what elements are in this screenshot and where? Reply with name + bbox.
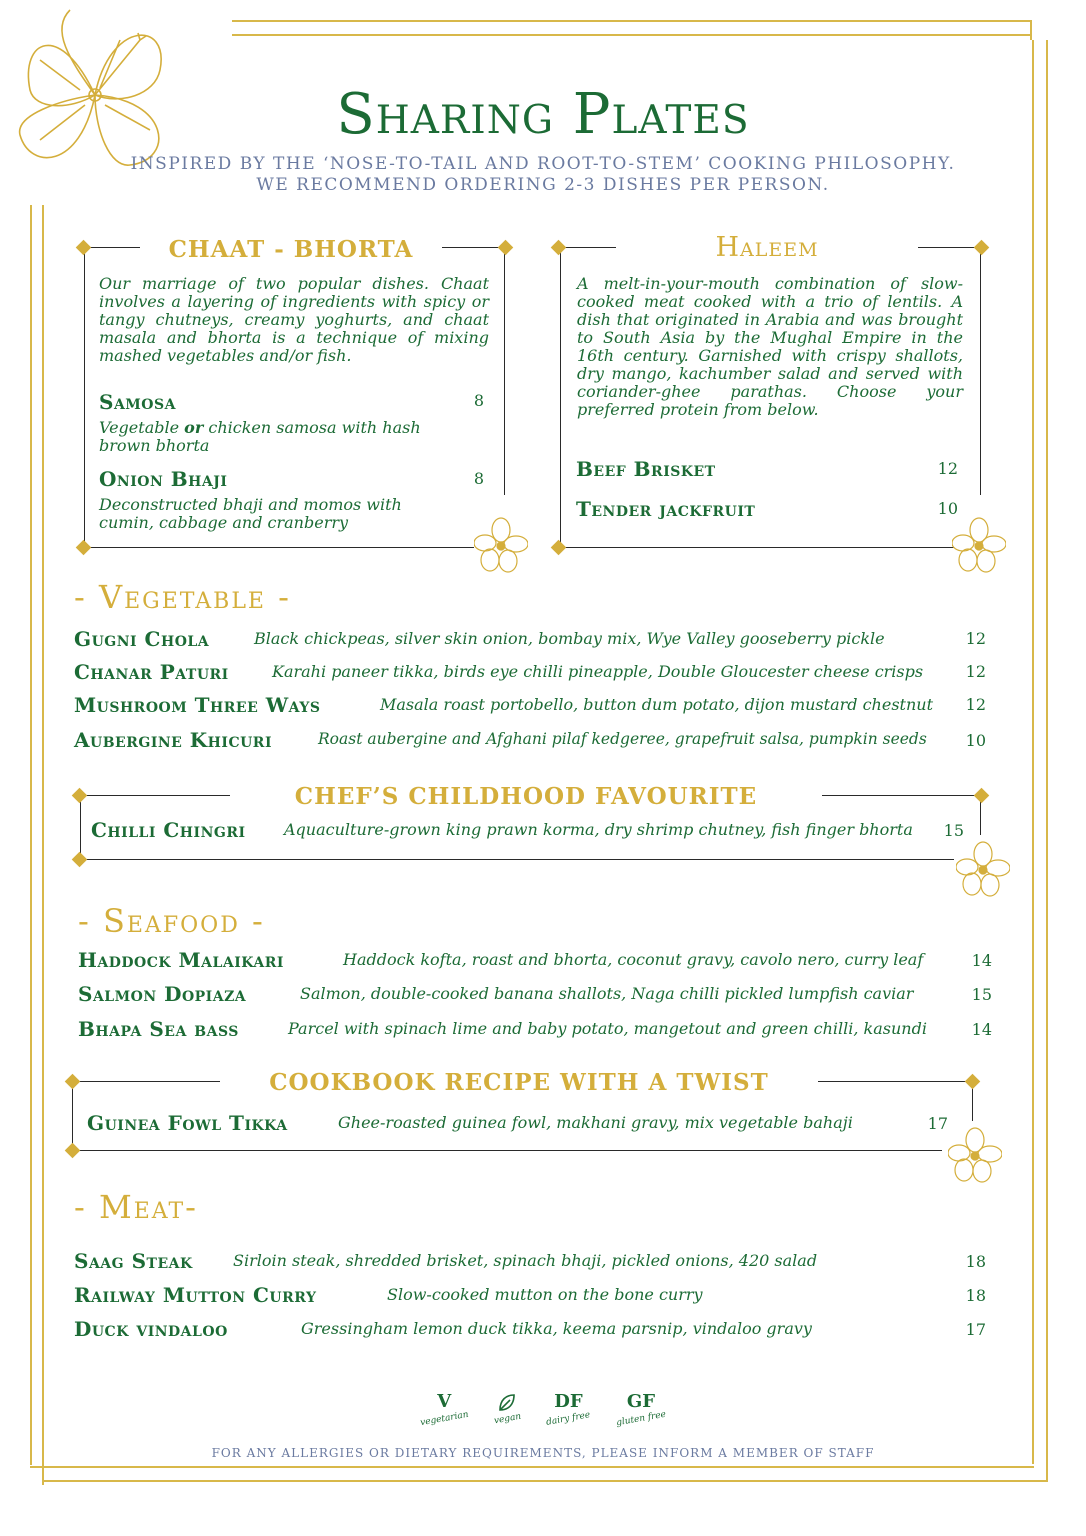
aubergine-khicuri-name: Aubergine Khicuri: [74, 728, 272, 752]
onion-bhaji-description: Deconstructed bhaji and momos with cumin, cabbage and cranberry: [99, 495, 402, 532]
vegetable-heading: - Vegetable -: [74, 578, 291, 616]
meat-heading: - Meat-: [74, 1188, 198, 1226]
railway-mutton-curry-price: 18: [965, 1286, 986, 1305]
bhapa-sea-bass-description: Parcel with spinach lime and baby potato, mangetout and green chilli, kasundi: [288, 1019, 927, 1038]
small-flower-icon: [474, 516, 528, 574]
gugni-chola-price: 12: [965, 629, 986, 648]
salmon-dopiaza-name: Salmon Dopiaza: [78, 982, 247, 1006]
chilli-chingri-description: Aquaculture-grown king prawn korma, dry shrimp chutney, fish finger bhorta: [284, 820, 913, 839]
chanar-paturi-name: Chanar Paturi: [74, 660, 229, 684]
chefs-favourite-heading: CHEF’S CHILDHOOD FAVOURITE: [294, 783, 758, 810]
dietary-icons: [0, 1391, 1086, 1429]
railway-mutton-curry-description: Slow-cooked mutton on the bone curry: [387, 1285, 703, 1304]
bhapa-sea-bass-name: Bhapa Sea bass: [78, 1017, 239, 1041]
haleem-description: A melt-in-your-mouth combination of slow-cooked meat cooked with a trio of lentils. A dish that originated in Arabia and was brought to South Asia by the Mughal Empire in the 16th century. Garnished with crispy shallots, dry mango, kachumber salad and served with coriander-ghee parathas. Choose your preferred protein from below.: [577, 274, 963, 419]
bhapa-sea-bass-price: 14: [971, 1020, 992, 1039]
chanar-paturi-description: Karahi paneer tikka, birds eye chilli pineapple, Double Gloucester cheese crisps: [272, 662, 924, 681]
beef-brisket-price: 12: [937, 459, 958, 478]
subtitle-line-1: INSPIRED BY THE ‘NOSE-TO-TAIL AND ROOT-TO-STEM’ COOKING PHILOSOPHY.: [130, 154, 956, 174]
page-title: Sharing Plates: [336, 82, 750, 147]
mushroom-three-ways-price: 12: [965, 695, 986, 714]
aubergine-khicuri-price: 10: [965, 731, 986, 750]
haddock-malaikari-name: Haddock Malaikari: [78, 948, 284, 972]
allergy-notice: FOR ANY ALLERGIES OR DIETARY REQUIREMENTS, PLEASE INFORM A MEMBER OF STAFF: [211, 1446, 875, 1460]
small-flower-icon: [952, 516, 1006, 574]
vegetarian-icon: V vegetarian: [419, 1391, 470, 1429]
gugni-chola-description: Black chickpeas, silver skin onion, bombay mix, Wye Valley gooseberry pickle: [254, 629, 885, 648]
cookbook-heading: COOKBOOK RECIPE WITH A TWIST: [269, 1069, 769, 1096]
onion-bhaji-price: 8: [473, 469, 484, 488]
saag-steak-description: Sirloin steak, shredded brisket, spinach bhaji, pickled onions, 420 salad: [233, 1251, 818, 1270]
samosa-name: Samosa: [99, 390, 176, 414]
samosa-price: 8: [473, 391, 484, 410]
tender-jackfruit-price: 10: [937, 499, 958, 518]
chaat-bhorta-description: Our marriage of two popular dishes. Chaat involves a layering of ingredients with spicy or tangy chutneys, creamy yoghurts, and chaat masala and bhorta is a technique of mixing mashed vegetables and/or fish.: [99, 274, 489, 365]
salmon-dopiaza-description: Salmon, double-cooked banana shallots, Naga chilli pickled lumpfish caviar: [300, 984, 914, 1003]
guinea-fowl-tikka-description: Ghee-roasted guinea fowl, makhani gravy, mix vegetable bahaji: [338, 1113, 853, 1132]
gluten-free-icon: GF gluten free: [615, 1391, 667, 1429]
small-flower-icon: [948, 1126, 1002, 1184]
haddock-malaikari-price: 14: [971, 951, 992, 970]
chaat-bhorta-heading: CHAAT - BHORTA: [168, 236, 414, 263]
salmon-dopiaza-price: 15: [971, 985, 992, 1004]
chilli-chingri-name: Chilli Chingri: [91, 818, 246, 842]
chanar-paturi-price: 12: [965, 662, 986, 681]
mushroom-three-ways-name: Mushroom Three Ways: [74, 693, 321, 717]
samosa-description: Vegetable or chicken samosa with hash brown bhorta: [99, 418, 421, 455]
dairy-free-icon: DF dairy free: [545, 1391, 592, 1428]
guinea-fowl-tikka-name: Guinea Fowl Tikka: [87, 1111, 288, 1135]
saag-steak-name: Saag Steak: [74, 1249, 193, 1273]
guinea-fowl-tikka-price: 17: [927, 1114, 948, 1133]
aubergine-khicuri-description: Roast aubergine and Afghani pilaf kedgeree, grapefruit salsa, pumpkin seeds: [318, 730, 927, 748]
gugni-chola-name: Gugni Chola: [74, 627, 210, 651]
duck-vindaloo-description: Gressingham lemon duck tikka, keema parsnip, vindaloo gravy: [301, 1319, 812, 1338]
chilli-chingri-price: 15: [943, 821, 964, 840]
duck-vindaloo-price: 17: [965, 1320, 986, 1339]
haddock-malaikari-description: Haddock kofta, roast and bhorta, coconut gravy, cavolo nero, curry leaf: [343, 950, 924, 969]
onion-bhaji-name: Onion Bhaji: [99, 467, 228, 491]
small-flower-icon: [956, 840, 1010, 898]
duck-vindaloo-name: Duck vindaloo: [74, 1317, 228, 1341]
seafood-heading: - Seafood -: [78, 902, 265, 940]
railway-mutton-curry-name: Railway Mutton Curry: [74, 1283, 317, 1307]
vegan-leaf-icon: vegan: [494, 1392, 521, 1424]
beef-brisket-name: Beef Brisket: [576, 457, 716, 481]
haleem-heading: Haleem: [715, 232, 819, 263]
subtitle-line-2: WE RECOMMEND ORDERING 2-3 DISHES PER PERSON.: [256, 175, 830, 195]
tender-jackfruit-name: Tender jackfruit: [576, 497, 756, 521]
saag-steak-price: 18: [965, 1252, 986, 1271]
mushroom-three-ways-description: Masala roast portobello, button dum potato, dijon mustard chestnut: [380, 695, 933, 714]
